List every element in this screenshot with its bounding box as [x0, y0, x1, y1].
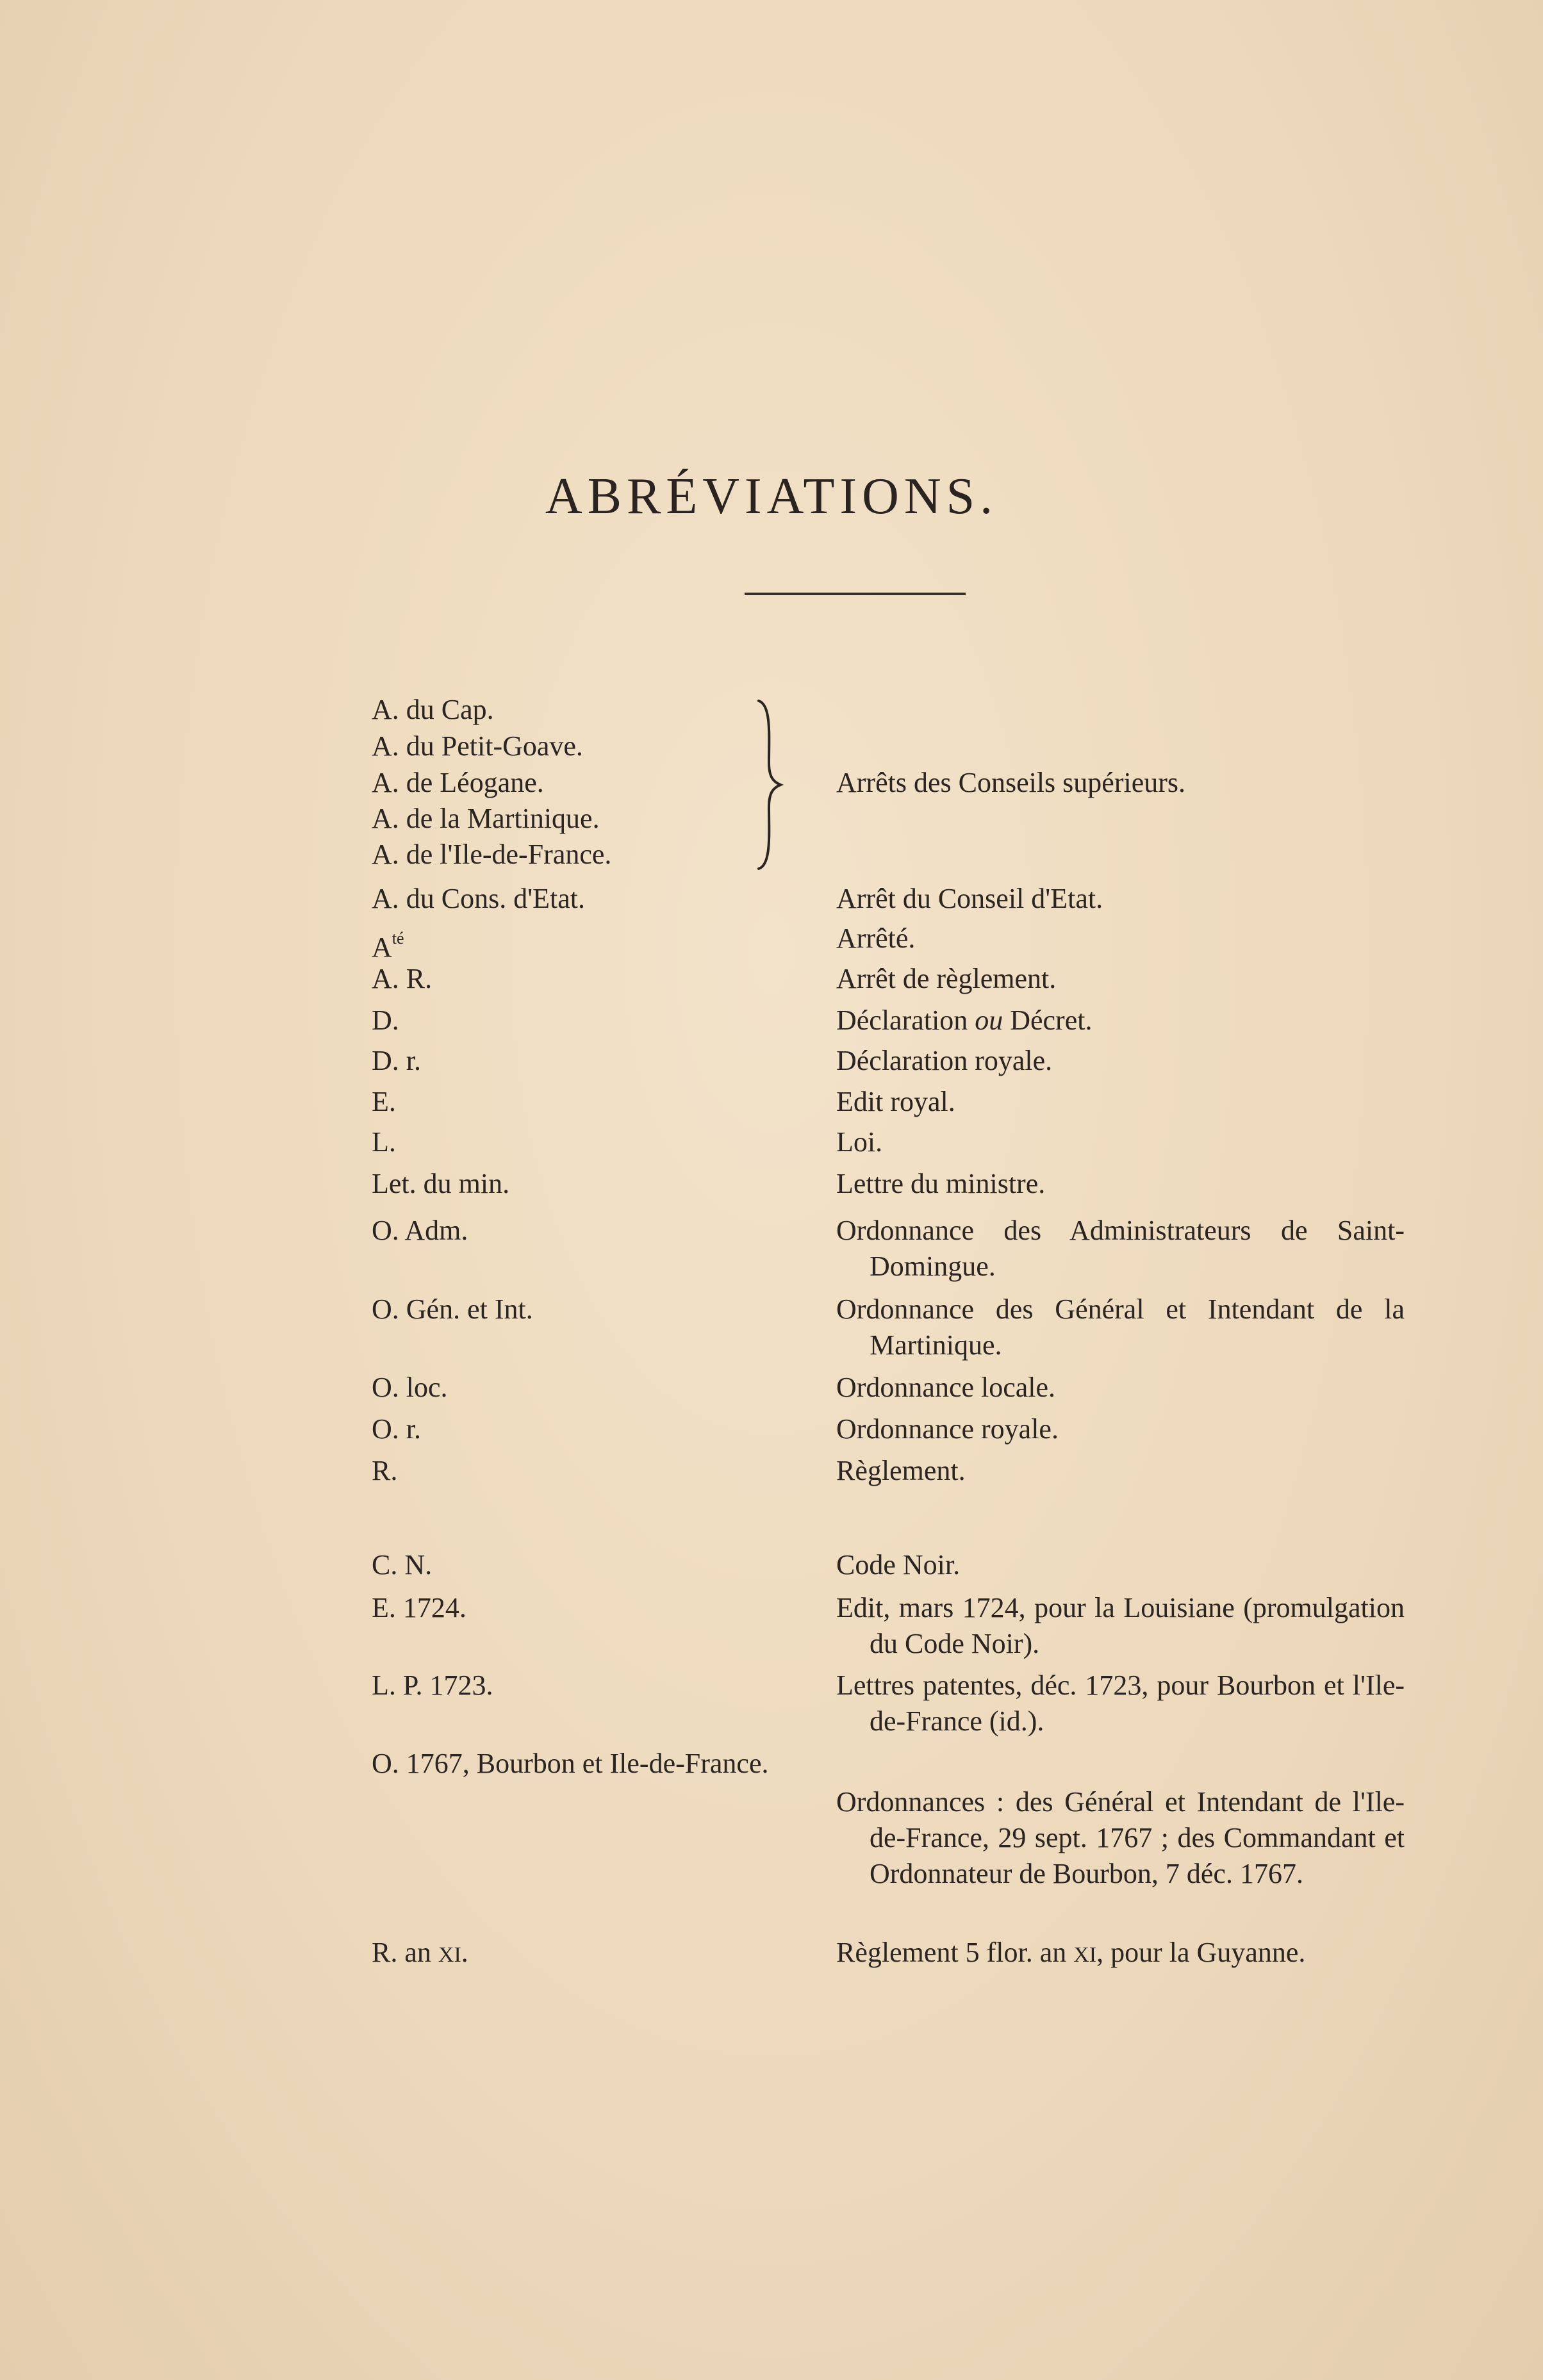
- title-rule: [745, 593, 966, 595]
- def-reglement: Règlement.: [836, 1455, 966, 1486]
- abbr-ate: [372, 921, 833, 965]
- abbr-a-du-cons-d-etat: A. du Cons. d'Etat.: [372, 883, 586, 914]
- abbr-r-an-end: .: [461, 1937, 468, 1968]
- def-guyanne-text: , pour la Guyanne.: [1096, 1937, 1306, 1968]
- abbr-a-de-la-martinique: A. de la Martinique.: [372, 803, 600, 834]
- abbr-l: L.: [372, 1126, 396, 1158]
- abbr-d-r: D. r.: [372, 1045, 421, 1076]
- abbr-r-an-xi: [372, 1935, 833, 1973]
- abbr-r: R.: [372, 1455, 398, 1486]
- abbr-ate-superscript: té: [392, 929, 404, 948]
- def-code-noir: Code Noir.: [836, 1549, 961, 1580]
- def-xi-smallcaps: XI: [1073, 1943, 1097, 1967]
- abbr-ate-main: A: [372, 931, 392, 963]
- abbr-e: E.: [372, 1086, 396, 1117]
- def-ordonnance-general-intendant: Ordonnance des Général et Intendant de la Martinique.: [836, 1293, 1405, 1361]
- abbr-let-du-min: Let. du min.: [372, 1168, 510, 1199]
- abbr-a-de-leogane: A. de Léogane.: [372, 767, 544, 798]
- def-ordonnance-royale: Ordonnance royale.: [836, 1413, 1059, 1445]
- def-edit-mars-1724: Edit, mars 1724, pour la Louisiane (promulgation du Code Noir).: [836, 1592, 1405, 1659]
- def-loi: Loi.: [836, 1126, 883, 1158]
- def-declaration-text: Déclaration: [836, 1005, 975, 1036]
- def-ordonnances-1767: Ordonnances : des Général et Intendant de l'Ile-de-France, 29 sept. 1767 ; des Commandant et Ordonnateur de Bourbon, 7 déc. 1767.: [836, 1786, 1405, 1889]
- def-arret-de-reglement: Arrêt de règlement.: [836, 963, 1057, 994]
- abbr-a-de-l-ile-de-france: A. de l'Ile-de-France.: [372, 839, 612, 870]
- def-lettre-du-ministre: Lettre du ministre.: [836, 1168, 1046, 1199]
- abbr-c-n: C. N.: [372, 1549, 433, 1580]
- abbr-a-du-cap: A. du Cap.: [372, 694, 494, 725]
- abbr-o-adm: O. Adm.: [372, 1215, 468, 1246]
- def-ordonnance-administrateurs: Ordonnance des Administrateurs de Saint-Domingue.: [836, 1215, 1405, 1282]
- def-edit-royal: Edit royal.: [836, 1086, 955, 1117]
- def-arrets-conseils-superieurs: Arrêts des Conseils supérieurs.: [836, 767, 1186, 798]
- abbr-e-1724: E. 1724.: [372, 1592, 466, 1623]
- def-ordonnance-locale: Ordonnance locale.: [836, 1372, 1056, 1403]
- abbr-l-p-1723: L. P. 1723.: [372, 1670, 493, 1701]
- def-arrete: Arrêté.: [836, 923, 916, 954]
- abbr-o-loc: O. loc.: [372, 1372, 448, 1403]
- abbr-o-r: O. r.: [372, 1413, 421, 1445]
- abbr-a-du-petit-goave: A. du Petit-Goave.: [372, 730, 583, 762]
- abbr-xi-smallcaps: XI: [438, 1943, 461, 1967]
- abbr-r-an-text: R. an: [372, 1937, 438, 1968]
- def-decret-text: Décret.: [1003, 1005, 1093, 1036]
- abbr-o-1767: O. 1767, Bourbon et Ile-de-France.: [372, 1748, 769, 1779]
- abbr-a-r: A. R.: [372, 963, 433, 994]
- def-declaration-ou-decret: [836, 1003, 1371, 1038]
- def-reglement-flor-text: Règlement 5 flor. an: [836, 1937, 1074, 1968]
- page-title: ABRÉVIATIONS.: [545, 468, 998, 525]
- def-arret-du-conseil-d-etat: Arrêt du Conseil d'Etat.: [836, 883, 1103, 914]
- abbr-o-gen-et-int: O. Gén. et Int.: [372, 1293, 533, 1325]
- def-ou-italic: ou: [975, 1005, 1003, 1036]
- def-reglement-an-xi: [836, 1935, 1371, 1973]
- curly-brace-icon: [754, 698, 786, 871]
- abbr-d: D.: [372, 1005, 399, 1036]
- def-declaration-royale: Déclaration royale.: [836, 1045, 1053, 1076]
- def-lettres-patentes-1723: Lettres patentes, déc. 1723, pour Bourbon et l'Ile-de-France (id.).: [836, 1670, 1405, 1737]
